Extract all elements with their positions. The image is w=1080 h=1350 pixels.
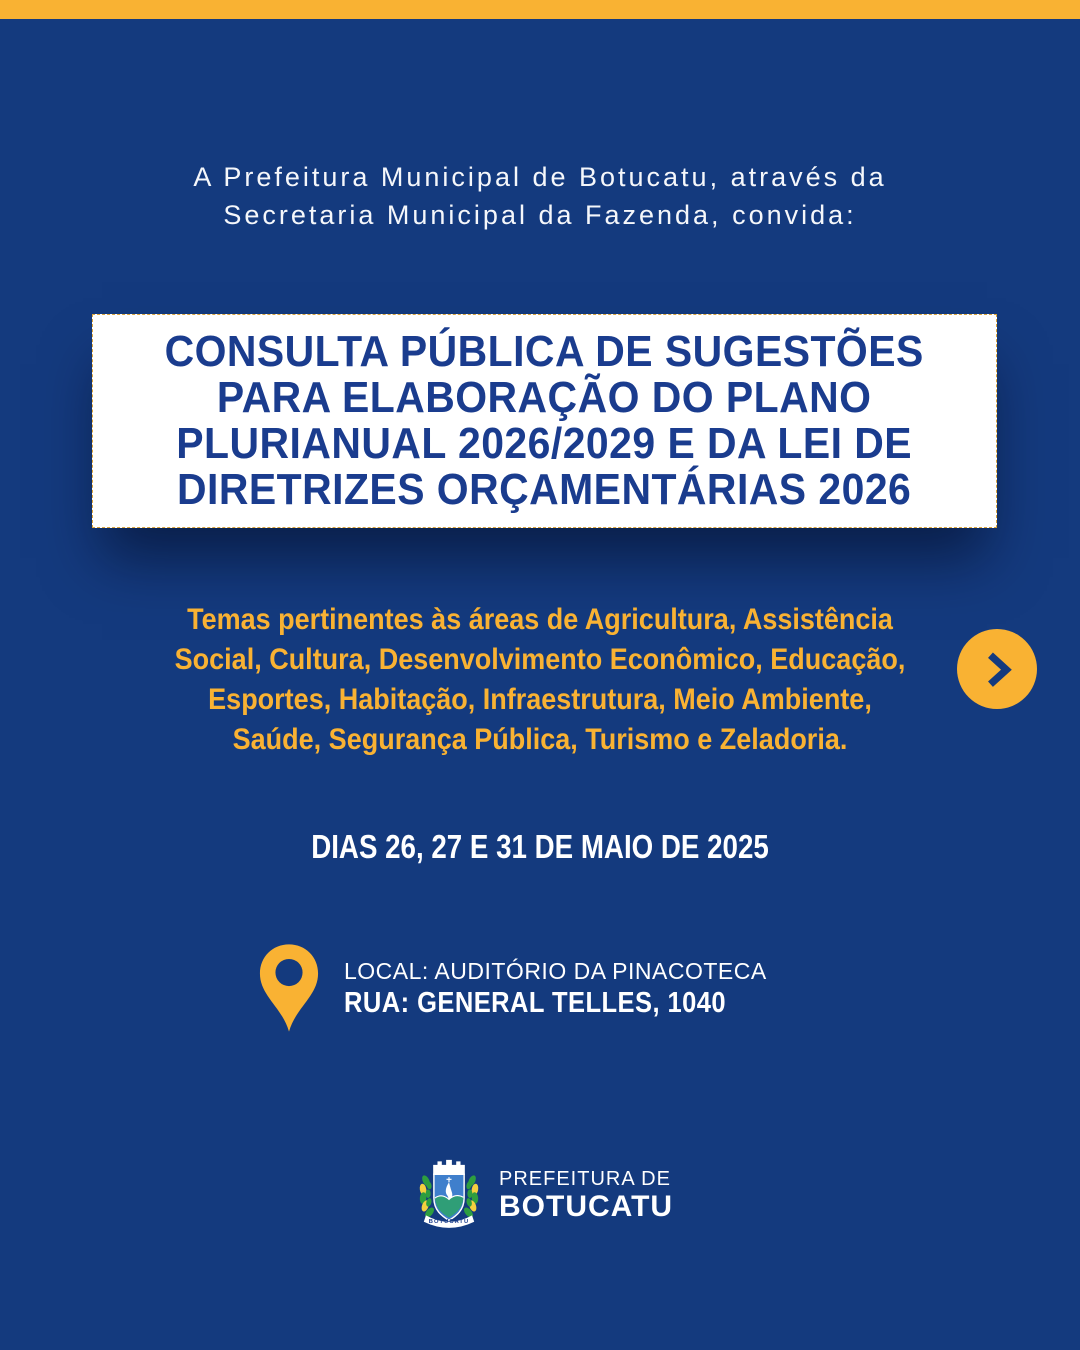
top-accent-bar [0, 0, 1080, 19]
chevron-right-icon [968, 640, 1026, 698]
org-name [499, 1167, 673, 1223]
event-dates: DIAS 26, 27 E 31 DE MAIO DE 2025 [311, 828, 769, 865]
intro-text [0, 158, 1080, 234]
topics-line: Esportes, Habitação, Infraestrutura, Meio Ambiente, [208, 683, 872, 716]
intro-line: Secretaria Municipal da Fazenda, convida: [223, 200, 857, 230]
headline-line: DIRETRIZES ORÇAMENTÁRIAS 2026 [177, 465, 912, 514]
intro-line: A Prefeitura Municipal de Botucatu, através da [193, 162, 887, 192]
headline-line: CONSULTA PÚBLICA DE SUGESTÕES [164, 327, 925, 376]
topics-text [54, 600, 1026, 760]
city-hall-logo [413, 1153, 673, 1233]
location-pin-icon [258, 942, 320, 1034]
headline-line: PARA ELABORAÇÃO DO PLANO [217, 373, 872, 422]
page-title [165, 329, 924, 513]
location-address: RUA: GENERAL TELLES, 1040 [344, 987, 727, 1019]
topics-line: Saúde, Segurança Pública, Turismo e Zeladoria. [232, 723, 848, 756]
org-name-bottom: BOTUCATU [499, 1190, 674, 1223]
location-venue: LOCAL: AUDITÓRIO DA PINACOTECA [344, 958, 767, 984]
org-name-top: PREFEITURA DE [499, 1168, 671, 1190]
topics-line: Social, Cultura, Desenvolvimento Econômico, Educação, [174, 643, 906, 676]
headline-card [92, 314, 997, 528]
headline-line: PLURIANUAL 2026/2029 E DA LEI DE [176, 419, 913, 468]
next-button[interactable] [957, 629, 1037, 709]
location-block [258, 942, 778, 1034]
crest-banner-text: BOTUCATU [428, 1219, 470, 1226]
city-crest-icon [413, 1153, 485, 1233]
topics-line: Temas pertinentes às áreas de Agricultura, Assistência [187, 603, 893, 636]
location-text [344, 956, 778, 1020]
